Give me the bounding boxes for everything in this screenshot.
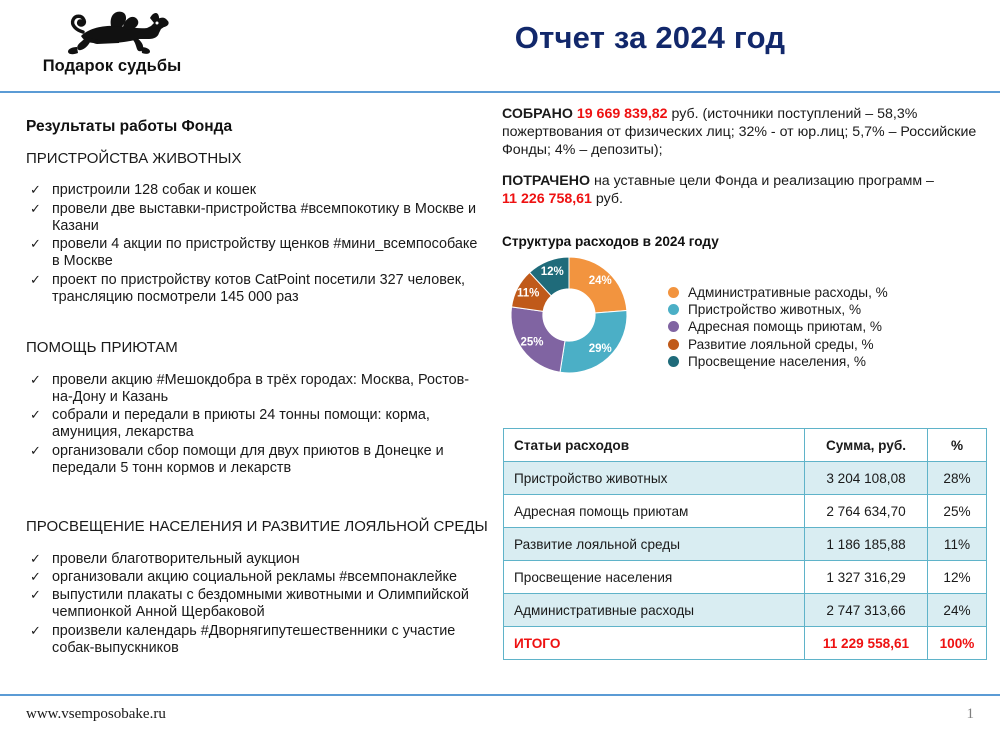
cell-sum: 3 204 108,08	[805, 462, 928, 495]
cell-item: Адресная помощь приютам	[504, 495, 805, 528]
legend-color-swatch-icon	[668, 304, 679, 315]
page-header	[0, 0, 1000, 92]
expense-structure-chart	[502, 254, 978, 379]
legend-item	[668, 301, 973, 318]
legend-label: Развитие лояльной среды, %	[688, 336, 874, 352]
table-header	[504, 429, 987, 462]
table-row	[504, 528, 987, 561]
table-row	[504, 495, 987, 528]
list-item	[26, 182, 488, 199]
cell-item: Административные расходы	[504, 594, 805, 627]
results-column	[26, 118, 488, 658]
list-item	[26, 551, 488, 568]
legend-item	[668, 353, 973, 370]
cell-total-sum: 11 229 558,61	[805, 627, 928, 660]
spent-label: ПОТРАЧЕНО	[502, 172, 590, 189]
flying-dog-logo-icon	[51, 6, 173, 58]
legend-label: Административные расходы, %	[688, 285, 888, 301]
cell-total-label: ИТОГО	[504, 627, 805, 660]
check-icon: ✓	[30, 568, 41, 584]
spacer	[26, 478, 488, 518]
cell-pct: 12%	[928, 561, 987, 594]
list-item	[26, 236, 488, 271]
column-header-sum: Сумма, руб.	[805, 429, 928, 462]
spent-amount: 11 226 758,61	[502, 190, 592, 207]
list-item-text: провели две выставки-пристройства #всемпокотику в Москве и Казани	[52, 200, 477, 234]
footer-website[interactable]: www.vsemposobake.ru	[26, 706, 166, 722]
spent-text: на уставные цели Фонда и реализацию программ –	[590, 172, 934, 189]
page-title: Отчет за 2024 год	[514, 20, 786, 55]
list-item-text: провели благотворительный аукцион	[52, 550, 300, 567]
list-item	[26, 372, 488, 407]
collected-tail: руб. (источники поступлений – 58,3% пожертвования от физических лиц; 32% - от юр.лиц; 5,7% – Российские Фонды; 4% – депозиты);	[502, 106, 977, 158]
legend-label: Адресная помощь приютам, %	[688, 319, 883, 335]
check-icon: ✓	[30, 550, 41, 566]
check-icon: ✓	[30, 442, 41, 458]
column-header-pct: %	[928, 429, 987, 462]
donut-slice	[560, 310, 627, 373]
check-icon: ✓	[30, 371, 41, 387]
organization-logo	[22, 6, 202, 76]
footer-divider	[0, 694, 1000, 696]
list-item	[26, 569, 488, 586]
cell-pct: 11%	[928, 528, 987, 561]
table-row	[504, 594, 987, 627]
list-item-text: организовали сбор помощи для двух приютов в Донецке и передали 5 тонн кормов и лекарств	[52, 442, 444, 476]
block-heading-shelters: ПОМОЩЬ ПРИЮТАМ	[26, 339, 178, 357]
table-body	[504, 462, 987, 660]
block-heading-awareness: ПРОСВЕЩЕНИЕ НАСЕЛЕНИЯ И РАЗВИТИЕ ЛОЯЛЬНОЙ СРЕДЫ	[26, 518, 488, 536]
legend-label: Пристройство животных, %	[688, 302, 862, 318]
list-item-text: организовали акцию социальной рекламы #всемпонаклейке	[52, 568, 457, 585]
chart-legend	[668, 284, 973, 370]
column-header-item: Статьи расходов	[504, 429, 805, 462]
check-icon: ✓	[30, 200, 41, 216]
donut-slice-label: 29%	[588, 342, 612, 355]
table-total-row	[504, 627, 987, 660]
cell-pct: 25%	[928, 495, 987, 528]
donut-slice-label: 25%	[520, 336, 544, 349]
collected-label: СОБРАНО	[502, 106, 573, 122]
check-icon: ✓	[30, 271, 41, 287]
legend-item	[668, 284, 973, 301]
table-row	[504, 561, 987, 594]
awareness-list	[26, 551, 488, 658]
cell-pct: 24%	[928, 594, 987, 627]
list-item	[26, 407, 488, 442]
cell-pct: 28%	[928, 462, 987, 495]
list-item-text: провели 4 акции по пристройству щенков #мини_всемпособаке в Москве	[52, 236, 478, 270]
list-item-text: собрали и передали в приюты 24 тонны помощи: корма, амуниция, лекарства	[52, 407, 430, 441]
list-item	[26, 587, 488, 622]
collected-amount: 19 669 839,82	[576, 106, 668, 122]
header-divider	[0, 91, 1000, 93]
cell-sum: 1 327 316,29	[805, 561, 928, 594]
check-icon: ✓	[30, 587, 41, 603]
legend-item	[668, 318, 973, 335]
adoptions-list	[26, 182, 488, 306]
chart-title: Структура расходов в 2024 году	[502, 234, 719, 249]
cell-sum: 2 764 634,70	[805, 495, 928, 528]
cell-item: Просвещение населения	[504, 561, 805, 594]
cell-sum: 1 186 185,88	[805, 528, 928, 561]
collected-paragraph	[502, 106, 978, 160]
donut-slice-label: 12%	[540, 266, 564, 279]
page-number: 1	[966, 706, 974, 722]
cell-total-pct: 100%	[928, 627, 987, 660]
donut-slice-label: 11%	[517, 287, 540, 300]
spacer	[26, 307, 488, 339]
legend-color-swatch-icon	[668, 287, 679, 298]
table-header-row	[504, 429, 987, 462]
list-item-text: провели акцию #Мешокдобра в трёх городах: Москва, Ростов-на-Дону и Казань	[52, 371, 470, 405]
list-item	[26, 201, 488, 236]
logo-wordmark: Подарок судьбы	[42, 57, 182, 75]
finance-column	[502, 106, 978, 651]
check-icon: ✓	[30, 236, 41, 252]
legend-color-swatch-icon	[668, 356, 679, 367]
legend-color-swatch-icon	[668, 339, 679, 350]
block-heading-adoptions: ПРИСТРОЙСТВА ЖИВОТНЫХ	[26, 150, 242, 167]
cell-item: Пристройство животных	[504, 462, 805, 495]
table-row	[504, 462, 987, 495]
results-heading: Результаты работы Фонда	[26, 118, 233, 135]
legend-item	[668, 336, 973, 353]
check-icon: ✓	[30, 407, 41, 423]
list-item-text: пристроили 128 собак и кошек	[52, 182, 257, 199]
list-item-text: выпустили плакаты с бездомными животными и Олимпийской чемпионкой Анной Щербаковой	[52, 587, 469, 621]
list-item	[26, 272, 488, 307]
check-icon: ✓	[30, 622, 41, 638]
shelters-list	[26, 372, 488, 478]
spent-paragraph	[502, 173, 978, 209]
legend-label: Просвещение населения, %	[688, 353, 866, 369]
legend-color-swatch-icon	[668, 321, 679, 332]
check-icon: ✓	[30, 182, 41, 198]
spacer	[502, 160, 978, 173]
list-item	[26, 443, 488, 478]
list-item-text: проект по пристройству котов CatPoint посетили 327 человек, трансляцию посмотрели 145 000 раз	[52, 271, 465, 305]
list-item-text: произвели календарь #Дворнягипутешественники с участие собак-выпускников	[52, 622, 456, 656]
cell-sum: 2 747 313,66	[805, 594, 928, 627]
donut-slice-label: 24%	[588, 275, 612, 288]
expenses-table	[503, 428, 987, 660]
spent-tail: руб.	[591, 190, 623, 207]
list-item	[26, 623, 488, 658]
donut-chart	[508, 254, 630, 376]
cell-item: Развитие лояльной среды	[504, 528, 805, 561]
